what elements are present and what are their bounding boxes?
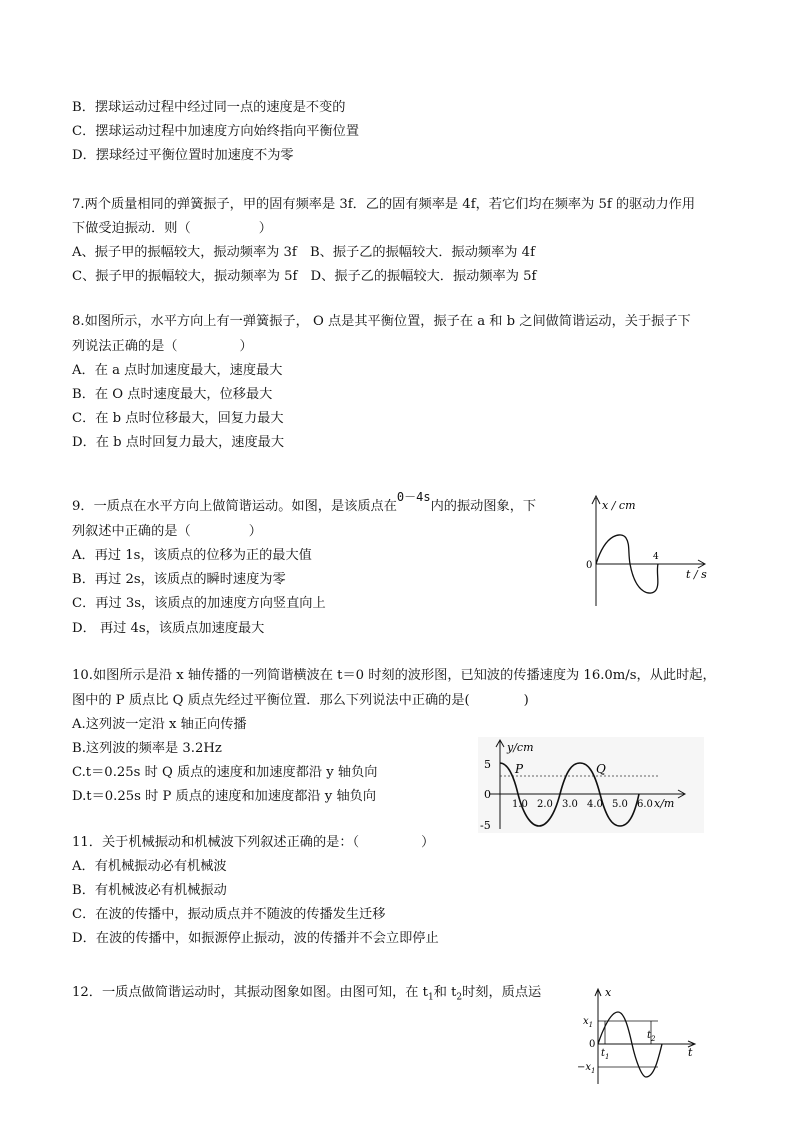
q10-x-label: x/m bbox=[654, 797, 675, 810]
q10-point-p: P bbox=[515, 762, 524, 776]
q12-t1-label bbox=[601, 1048, 610, 1061]
q10-stem-close: ) bbox=[523, 693, 529, 708]
q7-options-cd: C、振子甲的振幅较大，振动频率为 5f D、振子乙的振幅较大．振动频率为 5f bbox=[72, 269, 537, 284]
q10-x-tick-4: 4.0 bbox=[587, 799, 603, 810]
q10-x-tick-5: 5.0 bbox=[612, 799, 628, 810]
q9-stem-line1 bbox=[72, 490, 537, 517]
q11-option-c: C．在波的传播中，振动质点并不随波的传播发生迁移 bbox=[72, 907, 386, 922]
q12-x1-sub: 1 bbox=[588, 1021, 594, 1029]
q10-x-tick-1: 1.0 bbox=[512, 799, 528, 810]
q12-stem-text-2: 和 t bbox=[433, 985, 457, 1000]
q9-tick-label: 4 bbox=[653, 552, 659, 562]
q6-option-c: C．摆球运动过程中加速度方向始终指向平衡位置 bbox=[72, 124, 360, 139]
q8-option-d: D．在 b 点时回复力最大，速度最大 bbox=[72, 435, 285, 450]
q11-stem-close: ） bbox=[421, 835, 435, 850]
q7-stem-text: 下做受迫振动．则（ bbox=[72, 221, 191, 236]
q10-y-tick-5: 5 bbox=[484, 758, 491, 771]
q10-stem-text: 图中的 P 质点比 Q 质点先经过平衡位置．那么下列说法中正确的是( bbox=[72, 693, 470, 708]
q10-y-tick-neg5: -5 bbox=[480, 819, 491, 832]
q9-origin-label: 0 bbox=[586, 560, 593, 571]
q12-x-label: t bbox=[688, 1046, 693, 1059]
q12-vibration-graph bbox=[574, 982, 702, 1088]
q12-t2-label bbox=[647, 1030, 656, 1043]
q12-t1-sub: 1 bbox=[605, 1053, 610, 1061]
q8-option-c: C．在 b 点时位移最大，回复力最大 bbox=[72, 411, 284, 426]
q9-option-c: C．再过 3s，该质点的加速度方向竖直向上 bbox=[72, 596, 326, 611]
q10-option-a: A.这列波一定沿 x 轴正向传播 bbox=[72, 717, 247, 732]
q10-stem-line2 bbox=[72, 691, 529, 711]
q12-stem-text: 12．一质点做简谐运动时，其振动图象如图。由图可知，在 t bbox=[72, 985, 428, 1000]
q11-stem bbox=[72, 833, 434, 853]
q12-sub-2: 2 bbox=[456, 992, 463, 1003]
q8-option-a: A．在 a 点时加速度最大，速度最大 bbox=[72, 363, 283, 378]
q10-wave-graph bbox=[478, 737, 704, 833]
q10-option-b: B.这列波的频率是 3.2Hz bbox=[72, 741, 222, 756]
q12-stem bbox=[72, 983, 541, 1008]
q12-negx1-text: −x bbox=[577, 1062, 592, 1073]
q12-y-label: x bbox=[605, 986, 612, 999]
q8-stem-line2 bbox=[72, 337, 253, 357]
q9-x-label: t / s bbox=[686, 568, 707, 581]
q11-option-a: A．有机械振动必有机械波 bbox=[72, 859, 227, 874]
q6-option-b: B．摆球运动过程中经过同一点的速度是不变的 bbox=[72, 100, 346, 115]
q12-x1-text: x bbox=[583, 1016, 589, 1027]
q7-stem-line1: 7.两个质量相同的弹簧振子，甲的固有频率是 3f．乙的固有频率是 4f，若它们均在频率为 5f 的驱动力作用 bbox=[72, 197, 696, 212]
q9-stem-close: ） bbox=[248, 524, 262, 539]
q9-stem-text-3: 列叙述中正确的是（ bbox=[72, 524, 191, 539]
q10-x-tick-2: 2.0 bbox=[537, 799, 553, 810]
q10-stem-line1: 10.如图所示是沿 x 轴传播的一列简谐横波在 t＝0 时刻的波形图，已知波的传播速度为 16.0m/s，从此时起， bbox=[72, 668, 716, 683]
q7-stem-close: ） bbox=[258, 221, 272, 236]
q10-y-label: y/cm bbox=[507, 741, 534, 754]
q9-option-b: B．再过 2s，该质点的瞬时速度为零 bbox=[72, 572, 286, 587]
q12-origin-label: 0 bbox=[589, 1039, 596, 1050]
q12-x1-label bbox=[583, 1016, 593, 1029]
q9-vibration-graph bbox=[582, 492, 712, 610]
q10-option-d: D.t＝0.25s 时 P 质点的速度和加速度都沿 y 轴负向 bbox=[72, 789, 377, 804]
q10-option-c: C.t＝0.25s 时 Q 质点的速度和加速度都沿 y 轴负向 bbox=[72, 765, 378, 780]
q12-negx1-label bbox=[577, 1062, 596, 1075]
q6-option-d: D．摆球经过平衡位置时加速度不为零 bbox=[72, 148, 294, 163]
q9-stem-text-2: 内的振动图象，下 bbox=[430, 499, 537, 514]
q9-option-a: A．再过 1s，该质点的位移为正的最大值 bbox=[72, 548, 312, 563]
q11-stem-text: 11．关于机械振动和机械波下列叙述正确的是：（ bbox=[72, 835, 360, 850]
q7-stem-line2 bbox=[72, 219, 272, 239]
q8-stem-line1: 8.如图所示，水平方向上有一弹簧振子， O 点是其平衡位置，振子在 a 和 b 之间做简谐运动，关于振子下 bbox=[72, 314, 691, 329]
q11-option-b: B．有机械波必有机械振动 bbox=[72, 883, 227, 898]
q10-x-tick-6: 6.0 bbox=[637, 799, 653, 810]
q9-option-d: D． 再过 4s，该质点加速度最大 bbox=[72, 621, 265, 636]
q9-interval: 0－4s bbox=[396, 490, 431, 504]
q10-point-q: Q bbox=[596, 762, 606, 776]
q12-stem-text-3: 时刻，质点运 bbox=[462, 985, 542, 1000]
q8-stem-close: ） bbox=[239, 339, 253, 354]
q7-options-ab: A、振子甲的振幅较大，振动频率为 3f B、振子乙的振幅较大．振动频率为 4f bbox=[72, 245, 535, 260]
q9-stem-text: 9．一质点在水平方向上做简谐运动。如图，是该质点在 bbox=[72, 499, 397, 514]
q10-y-tick-0: 0 bbox=[484, 788, 491, 801]
q9-stem-line2 bbox=[72, 522, 262, 542]
q12-t1-text: t bbox=[601, 1048, 606, 1059]
q8-stem-text: 列说法正确的是（ bbox=[72, 339, 178, 354]
q11-option-d: D．在波的传播中，如振源停止振动，波的传播并不会立即停止 bbox=[72, 931, 439, 946]
q9-y-label: x / cm bbox=[602, 499, 636, 512]
q8-option-b: B．在 O 点时速度最大，位移最大 bbox=[72, 387, 273, 402]
q12-t2-sub: 2 bbox=[651, 1035, 656, 1043]
q12-sub-1: 1 bbox=[427, 992, 434, 1003]
q10-x-tick-3: 3.0 bbox=[562, 799, 578, 810]
q12-t2-text: t bbox=[647, 1030, 652, 1041]
q12-negx1-sub: 1 bbox=[591, 1067, 596, 1075]
